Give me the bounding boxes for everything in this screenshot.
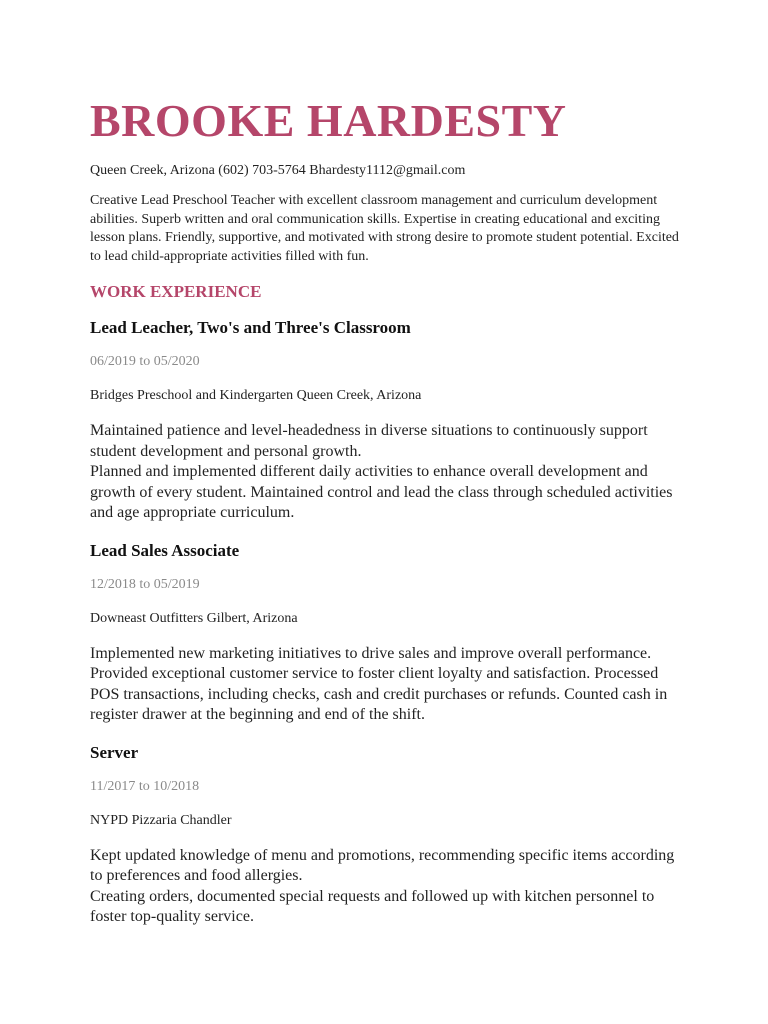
job-description-line: Implemented new marketing initiatives to drive sales and improve overall performance. Provided exceptional customer service to foster client loyalty and satisfaction. Processed POS transactions, including checks, cash and credit purchases or refunds. Counted cash in register drawer at the beginning and end of the shift.: [90, 644, 668, 723]
job-entry-2: [90, 540, 688, 726]
job-company: Downeast Outfitters Gilbert, Arizona: [90, 610, 298, 626]
job-description-line: Planned and implemented different daily activities to enhance overall development and growth of every student. Maintained control and lead the class through scheduled activities and age appropriate curriculum.: [90, 463, 673, 521]
candidate-name: BROOKE HARDESTY: [90, 95, 567, 146]
job-description-line: Maintained patience and level-headedness in diverse situations to continuously support student development and personal growth.: [90, 422, 648, 460]
job-description: [90, 421, 680, 524]
job-description: [90, 644, 680, 726]
job-dates: 06/2019 to 05/2020: [90, 354, 200, 369]
contact-info: Queen Creek, Arizona (602) 703-5764 Bhardesty1112@gmail.com: [90, 163, 466, 178]
job-description-line: Creating orders, documented special requests and followed up with kitchen personnel to foster top-quality service.: [90, 887, 655, 925]
job-company: Bridges Preschool and Kindergarten Queen Creek, Arizona: [90, 388, 422, 403]
work-experience-heading: WORK EXPERIENCE: [90, 282, 262, 301]
job-title: Lead Sales Associate: [90, 540, 240, 560]
job-dates: 11/2017 to 10/2018: [90, 778, 200, 794]
job-title: Lead Leacher, Two's and Three's Classroom: [90, 318, 411, 337]
job-dates: 12/2018 to 05/2019: [90, 576, 200, 592]
job-description: [90, 846, 680, 928]
professional-summary: Creative Lead Preschool Teacher with excellent classroom management and curriculum development abilities. Superb written and oral communication skills. Expertise in creating educational and exciting lesson plans. Friendly, supportive, and motivated with strong desire to promote student potential. Excited to lead child-appropriate activities filled with fun.: [90, 193, 679, 264]
job-company: NYPD Pizzaria Chandler: [90, 812, 232, 828]
job-title: Server: [90, 742, 139, 762]
job-entry-3: [90, 742, 688, 928]
job-description-line: Kept updated knowledge of menu and promotions, recommending specific items according to preferences and food allergies.: [90, 846, 675, 884]
job-entry-1: [90, 317, 688, 524]
